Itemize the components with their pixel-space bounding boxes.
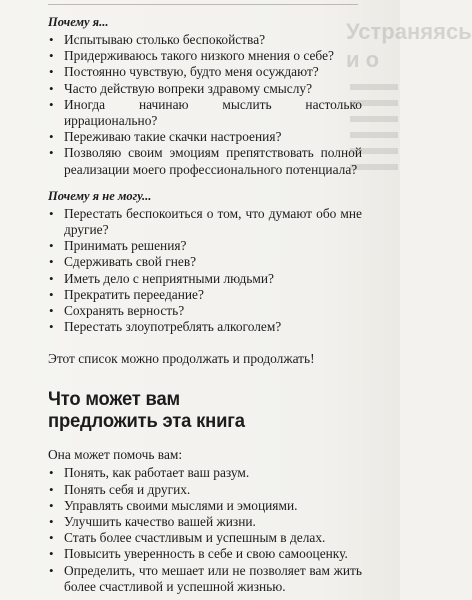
list-item-text: Сохранять верность? [64, 303, 185, 319]
bullet-icon: • [49, 32, 54, 47]
bullet-icon: • [49, 465, 54, 481]
list-item-text: Принимать решения? [64, 238, 187, 254]
list-item [48, 482, 362, 498]
list-item-text: Постоянно чувствую, будто меня осуждают? [64, 64, 319, 80]
bullet-icon: • [49, 497, 54, 513]
list-item [48, 97, 362, 129]
benefits-list [48, 465, 362, 595]
closing-line: Этот список можно продолжать и продолжать! [48, 351, 315, 367]
section-heading [48, 389, 353, 433]
list-item [48, 546, 362, 562]
bullet-icon: • [49, 254, 54, 270]
list-item [48, 81, 362, 97]
bullet-icon: • [49, 80, 54, 96]
list-item-text: Понять себя и других. [64, 481, 191, 497]
list-item-text: Прекратить переедание? [64, 286, 204, 302]
list-item [48, 465, 362, 481]
page-content [48, 14, 362, 595]
list-item-text: Понять, как работает ваш разум. [64, 465, 250, 481]
subheading-why-cant: Почему я не могу... [48, 188, 152, 203]
why-cant-list [48, 206, 362, 336]
bleed-heading-line-2: и о [346, 47, 380, 72]
bullet-icon: • [49, 145, 54, 161]
bullet-icon: • [49, 205, 54, 221]
list-item [48, 48, 362, 64]
list-item-text: Управлять своими мыслями и эмоциями. [64, 497, 298, 513]
section-heading-line-2: предложить эта книга [48, 411, 245, 433]
list-item-text: Иногда начинаю мыслить настолько иррационально? [64, 96, 362, 129]
bullet-icon: • [49, 270, 54, 286]
bleed-heading-line-1: Устраняясь [346, 19, 472, 44]
list-item-text: Повысить уверенность в себе и свою самооценку. [64, 546, 348, 562]
bullet-icon: • [49, 64, 54, 80]
bullet-icon: • [49, 96, 54, 112]
list-item [48, 32, 362, 48]
list-item [48, 514, 362, 530]
list-item-text: Придерживаюсь такого низкого мнения о себе? [64, 48, 334, 64]
list-item [48, 530, 362, 546]
list-item [48, 271, 362, 287]
top-rule [48, 4, 358, 5]
bullet-icon: • [49, 129, 54, 145]
list-item [48, 563, 362, 595]
bullet-icon: • [49, 286, 54, 302]
list-item-text: Позволяю своим эмоциям препятствовать полной реализации моего профессионального потенциала? [64, 145, 362, 177]
list-item [48, 238, 362, 254]
list-item-text: Часто действую вопреки здравому смыслу? [64, 80, 313, 96]
section-heading-line-1: Что может вам [48, 389, 180, 411]
bullet-icon: • [49, 48, 54, 64]
intro-text: Она может помочь вам: [48, 447, 183, 463]
list-item [48, 64, 362, 80]
list-item-text: Перестать беспокоиться о том, что думают обо мне другие? [64, 205, 362, 238]
list-item [48, 498, 362, 514]
list-item [48, 254, 362, 270]
bullet-icon: • [49, 514, 54, 530]
bullet-icon: • [49, 562, 54, 578]
list-item-text: Сдерживать свой гнев? [64, 254, 197, 270]
list-item-text: Переживаю такие скачки настроения? [64, 129, 282, 145]
list-item [48, 319, 362, 335]
bullet-icon: • [49, 481, 54, 497]
list-item-text: Улучшить качество вашей жизни. [64, 514, 256, 530]
list-item [48, 303, 362, 319]
list-item-text: Определить, что мешает или не позволяет вам жить более счастливой и успешной жизнью. [64, 562, 362, 594]
bullet-icon: • [49, 546, 54, 562]
list-item [48, 129, 362, 145]
bullet-icon: • [49, 319, 54, 335]
list-item [48, 145, 362, 177]
list-item-text: Иметь дело с неприятными людьми? [64, 270, 274, 286]
subheading-why-me: Почему я... [48, 15, 109, 29]
bullet-icon: • [49, 303, 54, 319]
why-me-list [48, 32, 362, 178]
list-item-text: Стать более счастливым и успешным в делах. [64, 530, 326, 546]
bullet-icon: • [49, 238, 54, 254]
list-item-text: Испытываю столько беспокойства? [64, 32, 266, 47]
list-item [48, 206, 362, 238]
bullet-icon: • [49, 530, 54, 546]
list-item-text: Перестать злоупотреблять алкоголем? [64, 319, 282, 335]
list-item [48, 287, 362, 303]
